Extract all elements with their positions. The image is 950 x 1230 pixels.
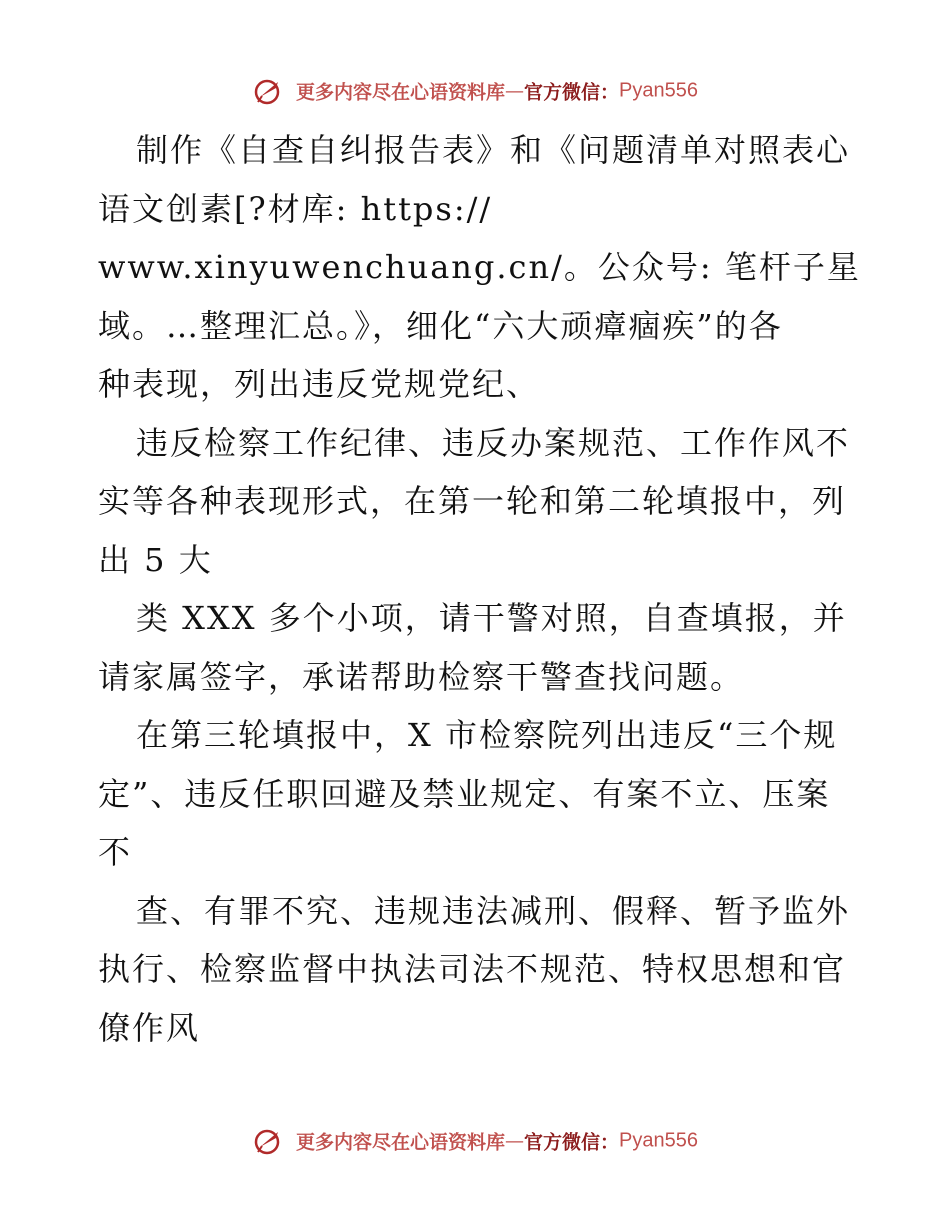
body-line: 域。…整理汇总。》，细化“六大顽瘴痼疾”的各 <box>98 306 783 345</box>
body-line: 类 XXX 多个小项，请干警对照，自查填报，并 <box>136 599 847 637</box>
footer-text: 更多内容尽在心语资料库 <box>296 1131 506 1154</box>
quill-logo-icon <box>252 1127 286 1155</box>
footer-account: Pyan556 <box>619 1129 699 1152</box>
header-account: Pyan556 <box>619 79 699 102</box>
header-wechat-label: 官方微信： <box>524 81 620 104</box>
footer-wechat-label: 官方微信： <box>524 1131 620 1154</box>
body-line: 语文创素[?材库: https:// <box>98 189 493 228</box>
body-line: 违反检察工作纪律、违反办案规范、工作作风不 <box>136 423 851 462</box>
header-text: 更多内容尽在心语资料库 <box>296 81 506 104</box>
body-line: 查、有罪不究、违规违法减刑、假释、暂予监外 <box>136 891 851 930</box>
body-line: 执行、检察监督中执法司法不规范、特权思想和官 <box>98 950 847 988</box>
body-line: 种表现，列出违反党规党纪、 <box>98 365 541 403</box>
body-line: 僚作风 <box>98 1008 201 1047</box>
header-dash: — <box>505 80 525 102</box>
body-line: www.xinyuwenchuang.cn/。公众号: 笔杆子星 <box>98 248 861 286</box>
header-banner <box>0 77 950 105</box>
footer-banner <box>0 1127 950 1155</box>
document-body <box>98 121 861 1057</box>
body-line: 请家属签字，承诺帮助检察干警查找问题。 <box>98 657 745 696</box>
body-line: 实等各种表现形式，在第一轮和第二轮填报中，列 <box>98 482 847 520</box>
body-line: 出 5 大 <box>98 540 213 579</box>
body-line: 制作《自查自纠报告表》和《问题清单对照表心 <box>136 131 851 169</box>
footer-dash: — <box>505 1130 525 1152</box>
quill-logo-icon <box>252 77 286 105</box>
body-line: 在第三轮填报中，X 市检察院列出违反“三个规 <box>136 716 838 754</box>
body-line: 不 <box>98 833 133 871</box>
body-line: 定”、违反任职回避及禁业规定、有案不立、压案 <box>98 774 831 813</box>
